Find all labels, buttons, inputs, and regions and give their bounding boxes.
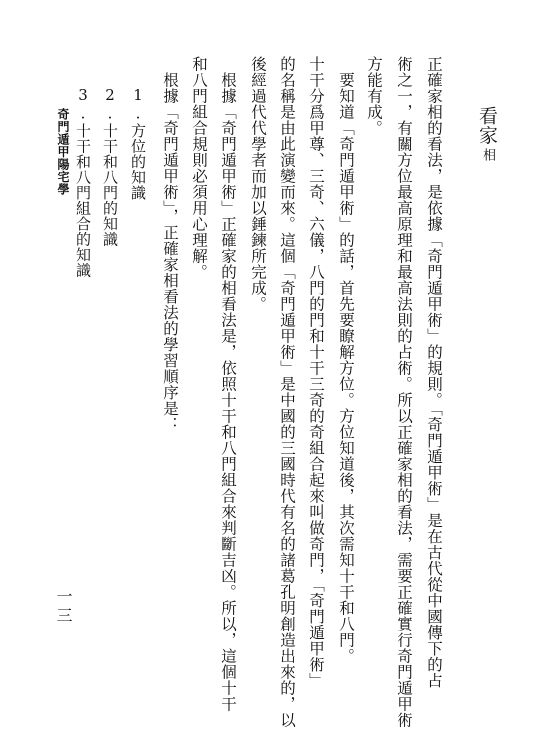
body-line: 術之一，有關方位最高原理和最高法則的占術。所以正確家相的看法，需要正確實行奇門遁甲術 <box>395 56 413 728</box>
body-line: 根據「奇門遁甲術」正確家的相看法是，依照十干和八門組合來判斷吉凶。所以，這個十干 <box>219 72 237 712</box>
list-item: 1.方位的知識 <box>129 86 147 201</box>
body-line: 和八門組合規則必須用心理解。 <box>190 56 208 280</box>
body-line: 要知道「奇門遁甲術」的話，首先要瞭解方位。方位知道後，其次需知十干和八門。 <box>337 72 355 664</box>
list-item: 3.十干和八門組合的知識 <box>74 86 92 278</box>
page-number: 一三 <box>54 588 73 626</box>
body-line: 後經過代代學者而加以錘鍊所完成。 <box>249 56 267 312</box>
page-subtitle: 相 <box>480 148 495 162</box>
body-line: 正確家相的看法，是依據「奇門遁甲術」的規則。「奇門遁甲術」是在古代從中國傳下的占 <box>425 56 443 689</box>
body-line: 根據「奇門遁甲術」，正確家相看法的學習順序是： <box>161 72 179 433</box>
body-line: 十干分爲甲尊、三奇、六儀，八門的門和十干三奇的奇組合起來叫做奇門，「奇門遁甲術」 <box>307 56 325 689</box>
body-line: 方能有成。 <box>365 56 383 136</box>
running-head: 奇門遁甲陽宅學 <box>56 108 70 196</box>
body-line: 的名稱是由此演變而來。這個「奇門遁甲術」是中國的三國時代有名的諸葛孔明創造出來的，以 <box>278 56 296 728</box>
list-item: 2.十干和八門的知識 <box>101 86 119 247</box>
page-title: 看家 <box>476 106 498 145</box>
